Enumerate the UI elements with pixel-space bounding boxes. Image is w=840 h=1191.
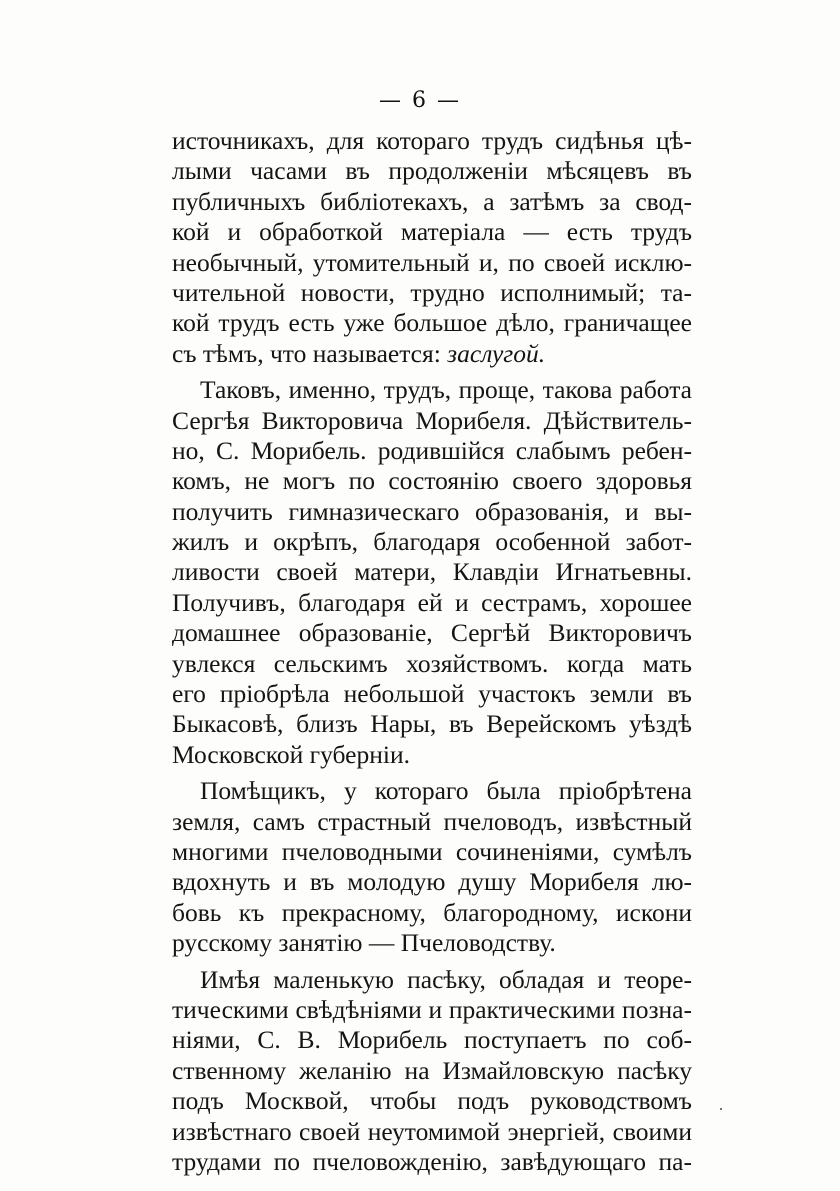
paragraph-1: [172, 126, 692, 369]
text-line: источникахъ, для котораго трудъ сидѣнья цѣ-: [172, 126, 692, 155]
text-line: извѣстнаго своей неутомимой энергіей, своими: [172, 1116, 692, 1146]
text-line: домашнее образованіе, Сергѣй Викторовичъ: [172, 618, 692, 648]
text-line: ніями, С. В. Морибель поступаетъ по соб-: [172, 1025, 692, 1055]
text-line: кой трудъ есть уже большое дѣло, граничащее: [172, 308, 692, 338]
body-text: [172, 126, 692, 1177]
text-line: Быкасовѣ, близъ Нары, въ Верейскомъ уѣздѣ: [172, 709, 692, 739]
paragraph-3: [172, 776, 692, 958]
text-line: подъ Москвой, чтобы подъ руководствомъ: [172, 1086, 692, 1116]
ink-speck: [720, 1108, 722, 1110]
text-line: кой и обработкой матеріала — есть трудъ: [172, 217, 692, 247]
text-line: тическими свѣдѣніями и практическими позна-: [172, 994, 692, 1024]
text-line: [172, 339, 692, 369]
paragraph-2: [172, 375, 692, 770]
text-line: Помѣщикъ, у котораго была пріобрѣтена: [200, 776, 692, 806]
text-line: бовь къ прекрасному, благородному, искони: [172, 897, 692, 927]
text-line: Имѣя маленькую пасѣку, обладая и теоре-: [200, 964, 692, 994]
text-line-prefix: съ тѣмъ, что называется:: [172, 338, 448, 368]
text-line: публичныхъ библіотекахъ, а затѣмъ за свод-: [172, 186, 692, 216]
text-line: русскому занятію — Пчеловодству.: [172, 928, 556, 958]
text-line: ливости своей матери, Клавдіи Игнатьевны.: [172, 557, 692, 587]
text-line: его пріобрѣла небольшой участокъ земли въ: [172, 679, 692, 709]
text-line: Получивъ, благодаря ей и сестрамъ, хорошее: [172, 587, 692, 617]
text-line: чительной новости, трудно исполнимый; та-: [172, 277, 692, 307]
text-line: земля, самъ страстный пчеловодъ, извѣстный: [172, 806, 692, 836]
text-line: Сергѣя Викторовича Морибеля. Дѣйствитель-: [172, 405, 692, 435]
text-line: ственному желанію на Измайловскую пасѣку: [172, 1055, 692, 1085]
text-line: но, С. Морибель. родившійся слабымъ ребен-: [172, 435, 692, 465]
page-number: — 6 —: [379, 88, 461, 113]
text-line: лыми часами въ продолженіи мѣсяцевъ въ: [172, 156, 692, 186]
emphasized-word: заслугой.: [447, 338, 546, 368]
text-line: Таковъ, именно, трудъ, проще, такова работа: [200, 375, 692, 405]
text-line: многими пчеловодными сочиненіями, сумѣлъ: [172, 836, 692, 866]
text-line: жилъ и окрѣпъ, благодаря особенной забот-: [172, 527, 692, 557]
text-line: трудами по пчеловожденію, завѣдующаго па-: [172, 1146, 692, 1176]
paragraph-4: [172, 965, 692, 1178]
text-line: увлекся сельскимъ хозяйствомъ. когда мать: [172, 648, 692, 678]
text-line: необычный, утомительный и, по своей исклю-: [172, 247, 692, 277]
text-line: Московской губерніи.: [172, 739, 410, 769]
text-line: получить гимназическаго образованія, и вы-: [172, 496, 692, 526]
text-line: комъ, не могъ по состоянію своего здоровья: [172, 466, 692, 496]
text-line: вдохнуть и въ молодую душу Морибеля лю-: [172, 867, 692, 897]
